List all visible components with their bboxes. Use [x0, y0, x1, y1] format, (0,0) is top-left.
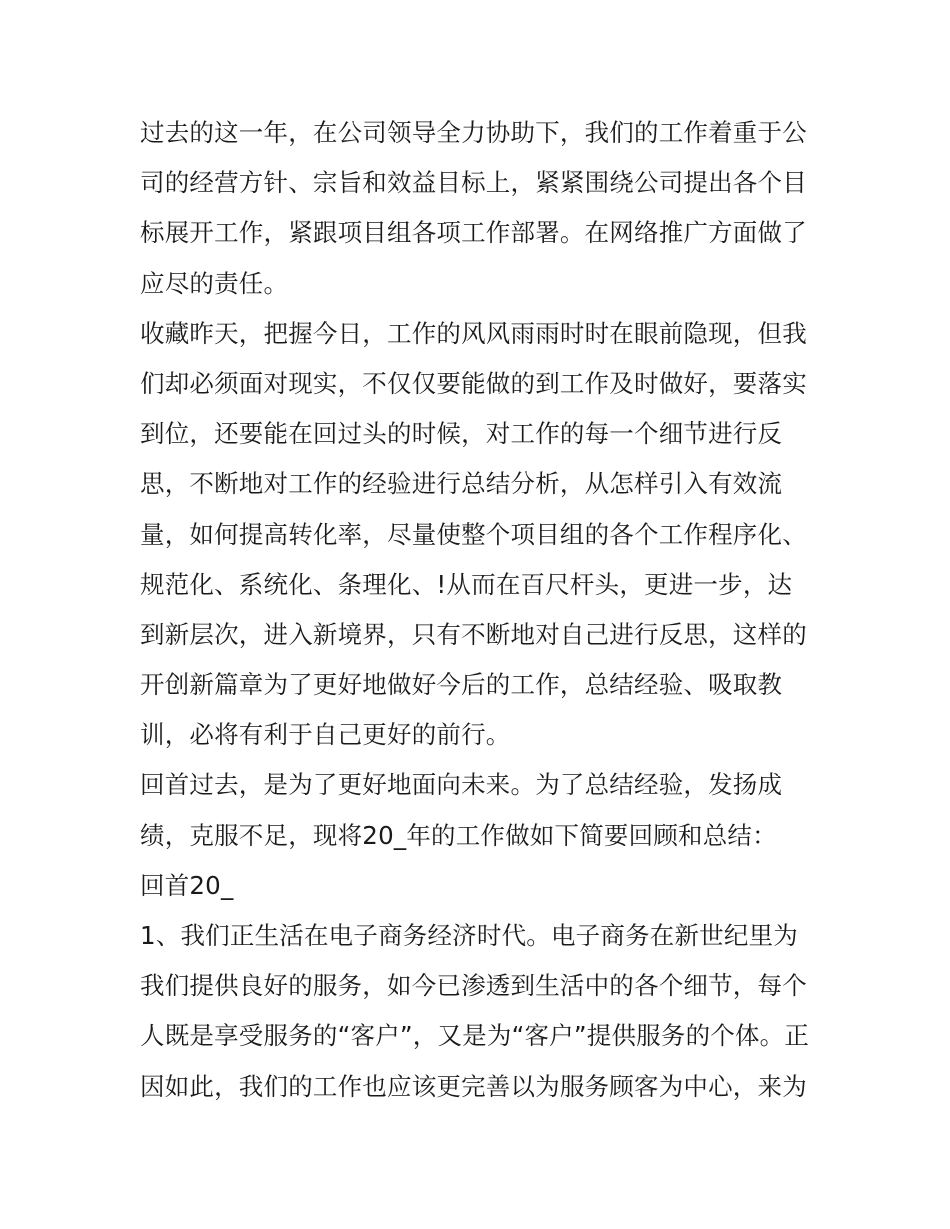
text-line: 因如此，我们的工作也应该更完善以为服务顾客为中心，来为 [140, 1071, 807, 1101]
text-line: 我们提供良好的服务，如今已渗透到生活中的各个细节，每个 [140, 971, 807, 1001]
text-line: 应尽的责任。 [140, 268, 289, 298]
text-line: 到位，还要能在回过头的时候，对工作的每一个细节进行反 [140, 419, 783, 449]
text-line: 回首20_ [140, 870, 234, 900]
text-line: 回首过去，是为了更好地面向未来。为了总结经验，发扬成 [140, 770, 783, 800]
text-line: 人既是享受服务的“客户”，又是为“客户”提供服务的个体。正 [140, 1021, 810, 1051]
text-line: 规范化、系统化、条理化、!从而在百尺杆头，更进一步，达 [140, 569, 793, 599]
text-line: 到新层次，进入新境界，只有不断地对自己进行反思，这样的 [140, 619, 807, 649]
text-line: 们却必须面对现实，不仅仅要能做的到工作及时做好，要落实 [140, 368, 807, 398]
document-body [140, 108, 812, 1112]
text-line: 开创新篇章为了更好地做好今后的工作，总结经验、吸取教 [140, 670, 783, 700]
text-line: 过去的这一年，在公司领导全力协助下，我们的工作着重于公 [140, 118, 807, 147]
text-line: 司的经营方针、宗旨和效益目标上，紧紧围绕公司提出各个目 [140, 168, 807, 198]
text-line: 训，必将有利于自己更好的前行。 [140, 720, 511, 750]
text-line: 标展开工作，紧跟项目组各项工作部署。在网络推广方面做了 [140, 218, 807, 248]
text-line: 收藏昨天，把握今日，工作的风风雨雨时时在眼前隐现，但我 [140, 318, 807, 348]
text-line: 绩，克服不足，现将20_年的工作做如下简要回顾和总结： [140, 820, 777, 850]
text-line: 1、我们正生活在电子商务经济时代。电子商务在新世纪里为 [140, 921, 798, 950]
text-line: 量，如何提高转化率，尽量使整个项目组的各个工作程序化、 [140, 519, 807, 549]
text-line: 思，不断地对工作的经验进行总结分析，从怎样引入有效流 [140, 469, 783, 499]
